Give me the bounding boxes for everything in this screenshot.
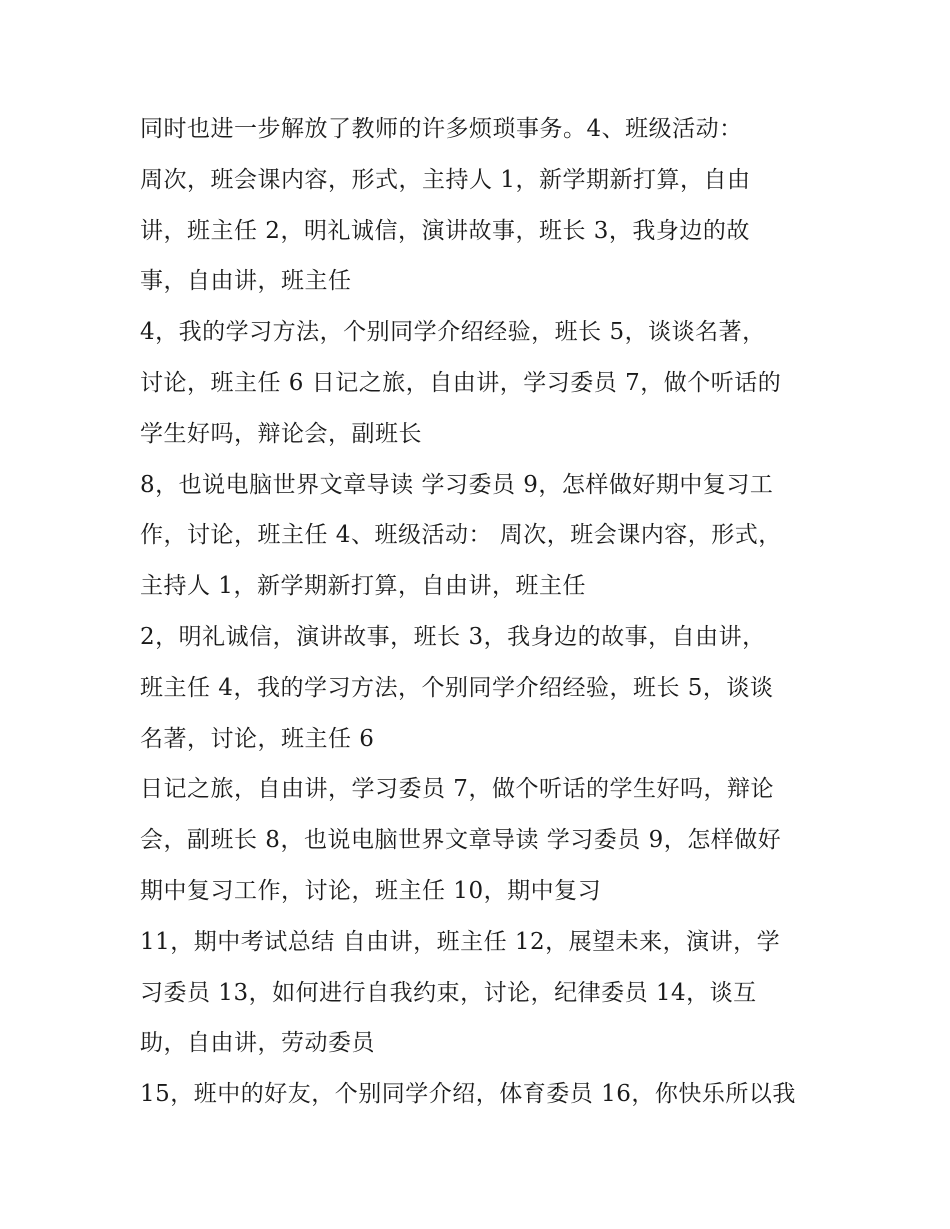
text-line: 学生好吗，辩论会，副班长: [140, 420, 422, 447]
text-line: 讨论，班主任 6 日记之旅，自由讲，学习委员 7，做个听话的: [140, 369, 782, 396]
text-line: 名著，讨论，班主任 6: [140, 725, 375, 752]
text-line: 8，也说电脑世界文章导读 学习委员 9，怎样做好期中复习工: [140, 471, 774, 498]
text-line: 讲，班主任 2，明礼诚信，演讲故事，班长 3，我身边的故: [140, 217, 750, 244]
text-line: 11，期中考试总结 自由讲，班主任 12，展望未来，演讲，学: [140, 928, 781, 955]
text-line: 会，副班长 8，也说电脑世界文章导读 学习委员 9，怎样做好: [140, 827, 782, 854]
body-text: [140, 104, 820, 1120]
text-line: 习委员 13，如何进行自我约束，讨论，纪律委员 14，谈互: [140, 979, 757, 1006]
text-line: 日记之旅，自由讲，学习委员 7，做个听话的学生好吗，辩论: [140, 776, 774, 803]
text-line: 班主任 4，我的学习方法，个别同学介绍经验，班长 5，谈谈: [140, 674, 774, 701]
text-line: 主持人 1，新学期新打算，自由讲，班主任: [140, 573, 586, 600]
text-line: 4，我的学习方法，个别同学介绍经验，班长 5，谈谈名著，: [140, 319, 766, 346]
text-line: 事，自由讲，班主任: [140, 268, 352, 295]
text-line: 期中复习工作，讨论，班主任 10，期中复习: [140, 877, 602, 904]
text-line: 同时也进一步解放了教师的许多烦琐事务。4、班级活动：: [140, 116, 743, 142]
text-line: 15，班中的好友，个别同学介绍，体育委员 16，你快乐所以我: [140, 1081, 796, 1108]
text-line: 助，自由讲，劳动委员: [140, 1030, 375, 1057]
text-line: 2，明礼诚信，演讲故事，班长 3，我身边的故事，自由讲，: [140, 623, 766, 650]
text-line: 作，讨论，班主任 4、班级活动： 周次，班会课内容，形式，: [140, 522, 782, 549]
text-line: 周次，班会课内容，形式，主持人 1，新学期新打算，自由: [140, 166, 751, 193]
